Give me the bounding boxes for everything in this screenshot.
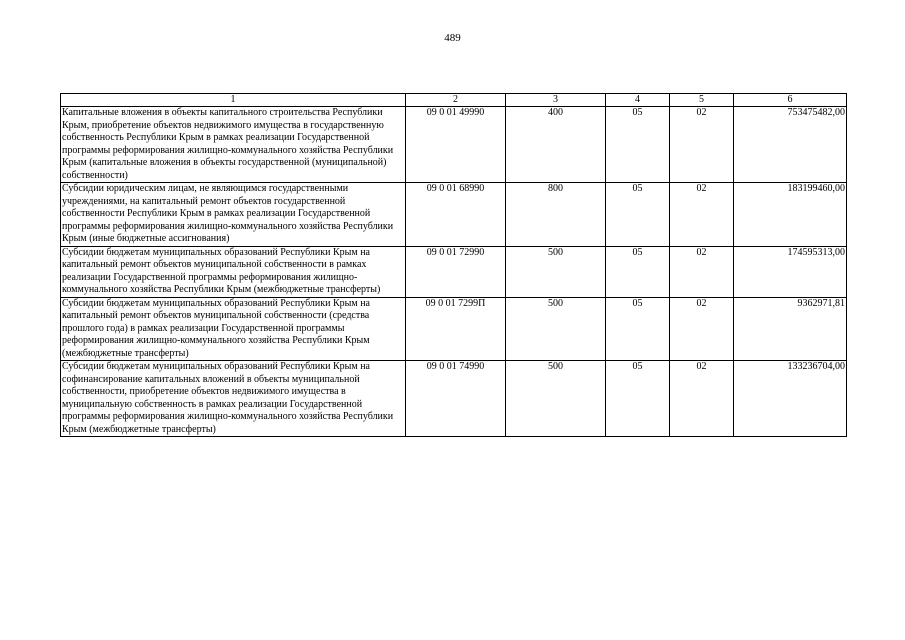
row-amount: 9362971,81 — [734, 297, 847, 361]
row-expense-type: 500 — [506, 297, 606, 361]
row-subsection: 02 — [670, 246, 734, 297]
row-section: 05 — [606, 246, 670, 297]
row-target-code: 09 0 01 68990 — [406, 183, 506, 247]
table-row — [61, 107, 847, 183]
header-col-1: 1 — [61, 94, 406, 107]
header-col-4: 4 — [606, 94, 670, 107]
row-section: 05 — [606, 361, 670, 437]
row-expense-type: 500 — [506, 246, 606, 297]
row-amount: 133236704,00 — [734, 361, 847, 437]
row-target-code: 09 0 01 72990 — [406, 246, 506, 297]
table-row — [61, 297, 847, 361]
header-col-2: 2 — [406, 94, 506, 107]
page-number: 489 — [444, 32, 461, 44]
row-expense-type: 800 — [506, 183, 606, 247]
row-target-code: 09 0 01 7299П — [406, 297, 506, 361]
row-description: Субсидии бюджетам муниципальных образований Республики Крым на капитальный ремонт объектов муниципальной собственности (средства прошлого года) в рамках реализации Государственной программы реформирования жилищно-коммунального хозяйства Республики Крым (межбюджетные трансферты) — [61, 297, 406, 361]
table-row — [61, 183, 847, 247]
row-section: 05 — [606, 183, 670, 247]
table-row — [61, 361, 847, 437]
row-expense-type: 400 — [506, 107, 606, 183]
row-subsection: 02 — [670, 107, 734, 183]
row-expense-type: 500 — [506, 361, 606, 437]
row-subsection: 02 — [670, 183, 734, 247]
row-target-code: 09 0 01 74990 — [406, 361, 506, 437]
budget-table — [60, 93, 847, 437]
row-description: Субсидии бюджетам муниципальных образований Республики Крым на софинансирование капитальных вложений в объекты муниципальной собственности, приобретение объектов недвижимого имущества в муниципальную собственность в рамках реализации Государственной программы реформирования жилищно-коммунального хозяйства Республики Крым (межбюджетные трансферты) — [61, 361, 406, 437]
row-description: Субсидии бюджетам муниципальных образований Республики Крым на капитальный ремонт объектов муниципальной собственности в рамках реализации Государственной программы реформирования жилищно-коммунального хозяйства Республики Крым (межбюджетные трансферты) — [61, 246, 406, 297]
row-amount: 753475482,00 — [734, 107, 847, 183]
row-target-code: 09 0 01 49990 — [406, 107, 506, 183]
row-description: Капитальные вложения в объекты капитального строительства Республики Крым, приобретение объектов недвижимого имущества в государственную собственность Республики Крым в рамках реализации Государственной программы реформирования жилищно-коммунального хозяйства Республики Крым (капитальные вложения в объекты государственной (муниципальной) собственности) — [61, 107, 406, 183]
row-description: Субсидии юридическим лицам, не являющимся государственными учреждениями, на капитальный ремонт объектов государственной собственности Республики Крым в рамках реализации Государственной программы реформирования жилищно-коммунального хозяйства Республики Крым (иные бюджетные ассигнования) — [61, 183, 406, 247]
row-amount: 174595313,00 — [734, 246, 847, 297]
row-amount: 183199460,00 — [734, 183, 847, 247]
row-section: 05 — [606, 297, 670, 361]
table-header-row — [61, 94, 847, 107]
row-subsection: 02 — [670, 297, 734, 361]
table-row — [61, 246, 847, 297]
row-section: 05 — [606, 107, 670, 183]
header-col-3: 3 — [506, 94, 606, 107]
header-col-6: 6 — [734, 94, 847, 107]
header-col-5: 5 — [670, 94, 734, 107]
row-subsection: 02 — [670, 361, 734, 437]
